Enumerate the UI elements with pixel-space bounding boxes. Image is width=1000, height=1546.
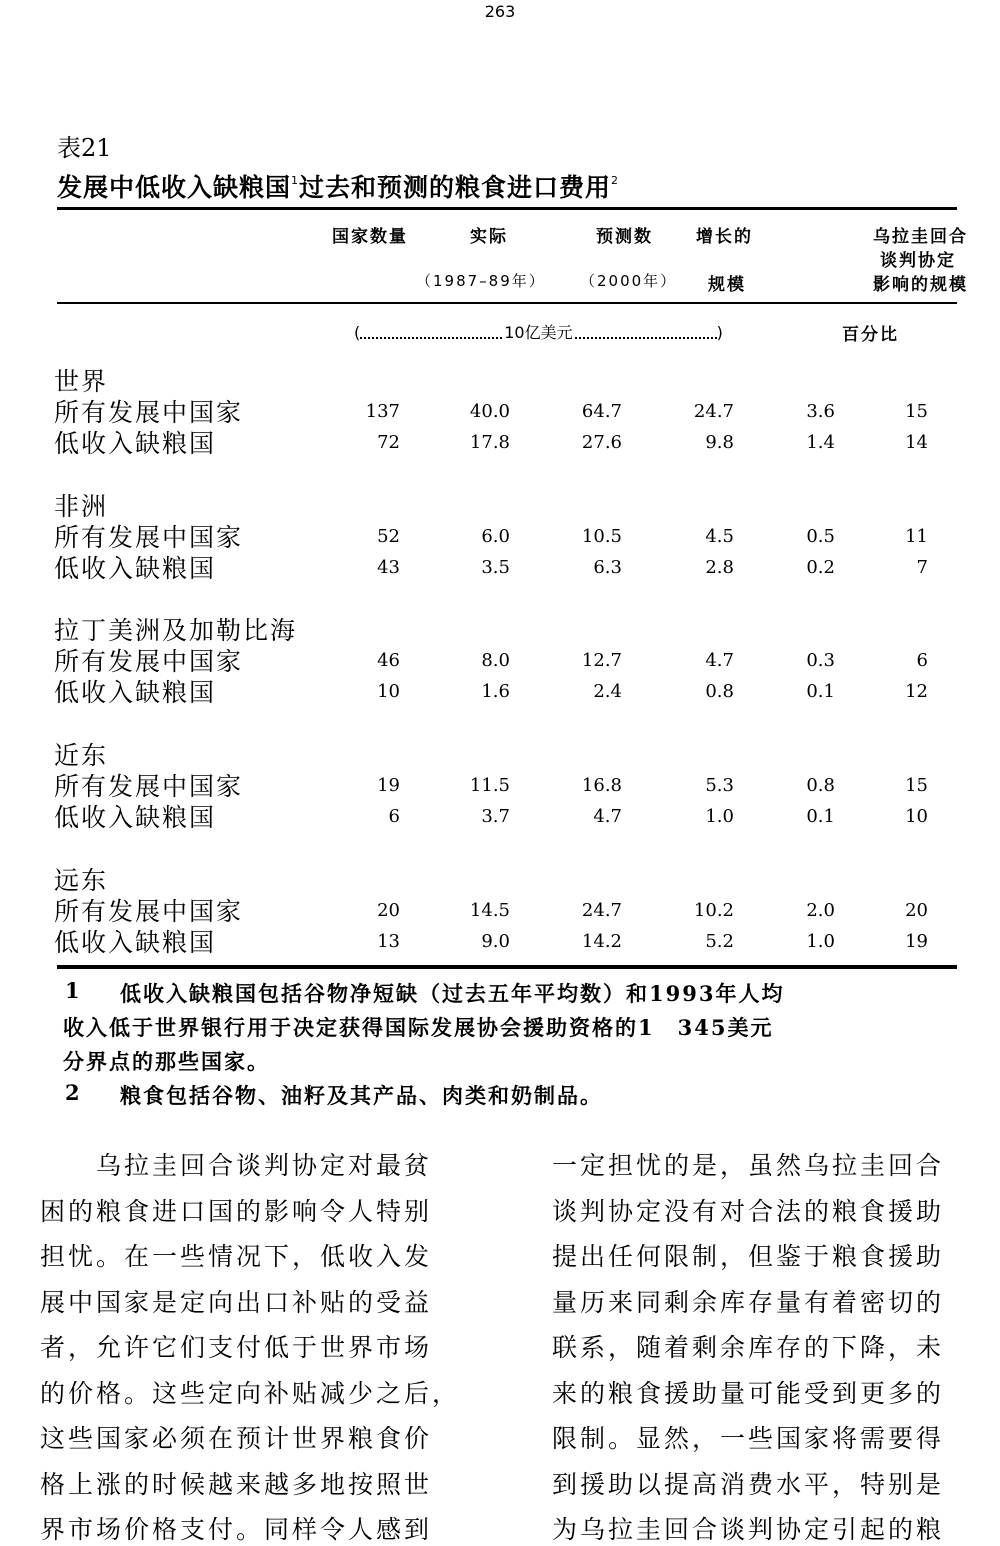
table-cell: 3.7: [481, 806, 510, 827]
table-cell: 4.7: [593, 806, 622, 827]
table-cell: 10: [377, 681, 400, 702]
table-cell: 11: [905, 526, 928, 547]
row-label: 低收入缺粮国: [54, 803, 217, 832]
table-cell: 0.1: [806, 681, 835, 702]
header-projected: 预测数: [596, 227, 653, 247]
table-cell: 12: [905, 681, 928, 702]
table-cell: 20: [377, 900, 400, 921]
body-text-line: 量历来同剩余库存量有着密切的: [552, 1287, 945, 1317]
table-cell: 0.8: [705, 681, 734, 702]
table-cell: 6.0: [481, 526, 510, 547]
table-cell: 10: [905, 806, 928, 827]
table-cell: 14: [905, 432, 928, 453]
table-cell: 19: [377, 775, 400, 796]
region-heading: 世界: [54, 367, 109, 396]
footnote-1-line1: 低收入缺粮国包括谷物净短缺（过去五年平均数）和1993年人均: [120, 981, 785, 1006]
table-cell: 2.8: [705, 557, 734, 578]
table-cell: 40.0: [469, 401, 510, 422]
table-cell: 14.2: [581, 931, 622, 952]
title-part2: 过去和预测的粮食进口费用: [299, 173, 612, 202]
row-label: 低收入缺粮国: [54, 429, 217, 458]
table-cell: 10.2: [693, 900, 734, 921]
table-cell: 4.5: [705, 526, 734, 547]
table-cell: 52: [377, 526, 400, 547]
table-cell: 17.8: [469, 432, 510, 453]
table-cell: 0.1: [806, 806, 835, 827]
body-text-line: 乌拉圭回合谈判协定对最贫: [96, 1151, 433, 1180]
footnote-2-text: 粮食包括谷物、油籽及其产品、肉类和奶制品。: [120, 1083, 603, 1108]
units-percent: 百分比: [842, 325, 899, 345]
body-text-line: 的价格。这些定向补贴减少之后，: [40, 1378, 461, 1408]
table-cell: 16.8: [581, 775, 622, 796]
row-label: 所有发展中国家: [54, 897, 244, 926]
table-cell: 1.4: [806, 432, 835, 453]
row-label: 所有发展中国家: [54, 523, 244, 552]
table-cell: 9.8: [705, 432, 734, 453]
page-number: 263: [484, 2, 516, 21]
table-cell: 43: [377, 557, 400, 578]
body-text-line: 到援助以提高消费水平，特别是: [552, 1469, 945, 1499]
header-rule: [57, 302, 957, 304]
title-part1: 发展中低收入缺粮国: [57, 173, 292, 202]
table-cell: 5.2: [705, 931, 734, 952]
table-cell: 46: [377, 650, 400, 671]
table-cell: 24.7: [693, 401, 734, 422]
table-bottom-rule: [57, 965, 957, 969]
table-number: 表21: [57, 134, 112, 162]
header-actual: 实际: [470, 227, 508, 247]
table-cell: 0.3: [806, 650, 835, 671]
body-text-line: 为乌拉圭回合谈判协定引起的粮: [552, 1515, 945, 1544]
body-text-line: 困的粮食进口国的影响令人特别: [40, 1196, 433, 1226]
units-billion-usd: [354, 320, 723, 343]
region-heading: 非洲: [54, 492, 109, 521]
body-text-line: 界市场价格支付。同样令人感到: [40, 1515, 433, 1544]
table-cell: 24.7: [581, 900, 622, 921]
table-cell: 137: [365, 401, 400, 422]
body-text-line: 担忧。在一些情况下，低收入发: [40, 1242, 433, 1271]
body-text-line: 这些国家必须在预计世界粮食价: [40, 1424, 433, 1453]
table-cell: 72: [377, 432, 400, 453]
row-label: 所有发展中国家: [54, 398, 244, 427]
table-cell: 3.6: [806, 401, 835, 422]
units-label: 10亿美元: [504, 323, 573, 342]
table-cell: 12.7: [581, 650, 622, 671]
region-heading: 远东: [54, 866, 109, 895]
row-label: 所有发展中国家: [54, 772, 244, 801]
table-cell: 15: [905, 401, 928, 422]
header-projected-year: （2000年）: [580, 272, 678, 290]
table-cell: 1.0: [806, 931, 835, 952]
table-cell: 8.0: [481, 650, 510, 671]
table-cell: 0.8: [806, 775, 835, 796]
header-ur-impact-line1: 乌拉圭回合: [873, 227, 968, 247]
body-text-line: 限制。显然，一些国家将需要得: [552, 1424, 945, 1453]
table-cell: 6: [388, 806, 400, 827]
footnote-1-number: 1: [65, 978, 82, 1003]
header-growth-scale: 规模: [708, 275, 746, 295]
body-text-line: 者，允许它们支付低于世界市场: [40, 1333, 433, 1362]
table-cell: 14.5: [469, 900, 510, 921]
body-text-line: 展中国家是定向出口补贴的受益: [40, 1287, 433, 1317]
table-cell: 13: [377, 931, 400, 952]
table-cell: 0.5: [806, 526, 835, 547]
body-text-line: 一定担忧的是，虽然乌拉圭回合: [552, 1151, 945, 1180]
header-ur-impact-line2: 谈判协定: [880, 251, 956, 271]
row-label: 所有发展中国家: [54, 647, 244, 676]
table-cell: 4.7: [705, 650, 734, 671]
table-cell: 9.0: [481, 931, 510, 952]
body-text-line: 联系，随着剩余库存的下降，未: [552, 1333, 945, 1362]
region-heading: 拉丁美洲及加勒比海: [54, 616, 298, 645]
header-ur-impact-line3: 影响的规模: [873, 275, 968, 295]
body-text-line: 提出任何限制，但鉴于粮食援助: [552, 1242, 945, 1271]
table-cell: 2.4: [593, 681, 622, 702]
table-cell: 27.6: [581, 432, 622, 453]
footnote-2-number: 2: [65, 1080, 82, 1105]
table-cell: 6.3: [593, 557, 622, 578]
table-cell: 6: [916, 650, 928, 671]
row-label: 低收入缺粮国: [54, 678, 217, 707]
table-cell: 20: [905, 900, 928, 921]
table-cell: 19: [905, 931, 928, 952]
table-cell: 11.5: [469, 775, 510, 796]
table-cell: 7: [916, 557, 928, 578]
footnote-1-line2: 收入低于世界银行用于决定获得国际发展协会援助资格的1 345美元: [63, 1015, 774, 1040]
region-heading: 近东: [54, 741, 109, 770]
body-text-line: 谈判协定没有对合法的粮食援助: [552, 1196, 945, 1226]
header-growth: 增长的: [696, 227, 753, 247]
footnote-1-line3: 分界点的那些国家。: [63, 1049, 270, 1074]
body-text-line: 来的粮食援助量可能受到更多的: [552, 1378, 945, 1408]
body-text-line: 格上涨的时候越来越多地按照世: [40, 1469, 433, 1499]
table-cell: 5.3: [705, 775, 734, 796]
table-title: [57, 168, 619, 204]
table-cell: 0.2: [806, 557, 835, 578]
title-footnote-ref-1: 1: [291, 174, 300, 187]
table-cell: 1.0: [705, 806, 734, 827]
header-actual-period: （1987–89年）: [416, 272, 546, 290]
table-cell: 1.6: [481, 681, 510, 702]
units-close-paren: ): [716, 323, 723, 342]
table-cell: 2.0: [806, 900, 835, 921]
units-open-paren: (: [354, 323, 361, 342]
table-cell: 3.5: [481, 557, 510, 578]
row-label: 低收入缺粮国: [54, 928, 217, 957]
title-footnote-ref-2: 2: [611, 174, 620, 187]
table-top-rule: [57, 207, 957, 210]
row-label: 低收入缺粮国: [54, 554, 217, 583]
table-cell: 10.5: [581, 526, 622, 547]
header-country-count: 国家数量: [332, 227, 408, 247]
table-cell: 15: [905, 775, 928, 796]
table-cell: 64.7: [581, 401, 622, 422]
